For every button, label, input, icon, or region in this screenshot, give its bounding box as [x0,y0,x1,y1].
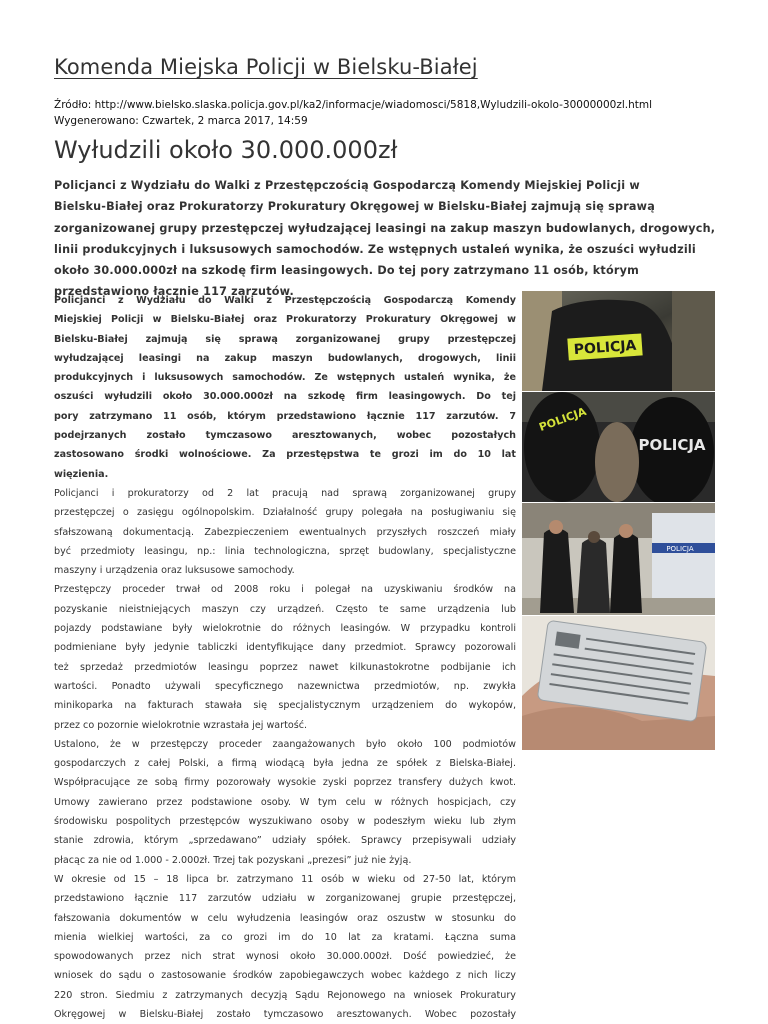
article-title: Wyłudzili około 30.000.000zł [54,136,398,164]
body-line: Policjanci z Wydziału do Walki z Przestępczością Gospodarczą Komendy [54,295,516,306]
body-line: przestępczej o zasięgu ogólnopolskim. Działalność grupy polegała na posługiwaniu się [54,507,516,519]
body-line: Ustalono, że w przestępczy proceder zaangażowanych było około 100 podmiotów [54,738,516,750]
vest-label-back: POLICJA [638,436,706,454]
site-title: Komenda Miejska Policji w Bielsku-Białej [54,55,478,79]
body-line: mienia wielkiej wartości, za co grozi im do 10 lat za kratami. Łączna suma [54,931,516,943]
document-meta [54,97,652,129]
generated-line: Wygenerowano: Czwartek, 2 marca 2017, 14:59 [54,115,308,127]
body-line: Miejskiej Policji w Bielsku-Białej oraz Prokuratorzy Prokuratury Okręgowej w [54,314,516,326]
lead-line: przedstawiono łącznie 117 zarzutów. [54,285,294,299]
body-line: pojazdy podstawiane były wielokrotnie do różnych leasingów. W przypadku kontroli [54,623,516,635]
body-line: pozyskanie nieistniejących maszyn czy urządzeń. Często te same urządzenia lub [54,603,516,615]
body-line: więzienia. [54,468,109,480]
body-line: fałszowania dokumentów w celu wyłudzenia leasingów oraz oszustw w stosunku do [54,912,516,924]
body-line: spowodowanych przez nich strat wynosi około 30.000.000zł. Dość powiedzieć, że [54,951,516,963]
body-line: stanie zdrowia, którym „sprzedawano” udziały spółek. Sprawcy przepisywali udziały [54,835,516,847]
lead-line: linii produkcyjnych i luksusowych samochodów. Ze wstępnych ustaleń wynika, że oszuści wyłudzili [54,242,696,256]
body-line: wyłudzającej leasingi na zakup maszyn budowlanych, drogowych, linii [54,352,516,364]
article-lead [54,175,716,303]
photo-officer-vest [522,291,715,391]
body-line: Współpracujące ze sobą firmy pozorowały wysokie zyski poprzez transfery dużych kwot. [54,777,516,789]
body-line: maszyny i urządzenia oraz luksusowe samochody. [54,565,295,577]
body-line: Umowy zawierano przez podstawione osoby. W tym celu w różnych hospicjach, czy [54,796,516,808]
body-line: Policjanci i prokuratorzy od 2 lat pracują nad sprawą zorganizowanej grupy [54,487,516,499]
body-line: sfałszowaną dokumentacją. Zabezpieczeniem ewentualnych przyszłych roszczeń miały [54,526,516,538]
body-line: Okręgowej w Bielsku-Białej zostało tymczasowo aresztowanych. Wobec pozostały [54,1008,516,1020]
body-line: produkcyjnych i luksusowych samochodów. Ze wstępnych ustaleń wynika, że [54,372,516,384]
body-line: podejrzanych zostało tymczasowo aresztowanych, wobec pozostałych [54,430,516,442]
vest-label-partial: POLICJA [537,404,588,434]
body-line: przedstawiono łącznie 117 zarzutów udziału w zorganizowanej grupie przestępczej, [54,893,516,905]
body-line: oszuści wyłudzili około 30.000.000zł na szkodę firm leasingowych. Do tej [54,391,516,403]
body-line: płacąc za nie od 1.000 - 2.000zł. Trzej tak pozyskani „prezesi” już nie żyją. [54,854,412,866]
body-line: zastosowano środki wolnościowe. Za przestępstwa te grozi im do 10 lat [54,449,516,461]
body-line: W okresie od 15 – 18 lipca br. zatrzymano 11 osób w wieku od 27-50 lat, którym [54,873,516,885]
body-line: wartości. Ponadto używali specyficznego nazewnictwa przedmiotów, np. zwykła [54,680,516,692]
body-line: też sprzedaż przedmiotów leasingu poprzez nawet kilkunastokrotne podbijanie ich [54,661,516,673]
article-body [54,291,516,1024]
lead-line: zorganizowanej grupy przestępczej wyłudzającej leasingi na zakup maszyn budowlanych, drogowych, [54,221,716,235]
body-line: podmieniane były jedynie tabliczki identyfikujące dany przedmiot. Sprawcy pozorowali [54,642,516,654]
van-label: POLICJA [666,545,694,553]
lead-line: Bielsku-Białej oraz Prokuratorzy Prokuratury Okręgowej w Bielsku-Białej zajmują się sprawą [54,200,655,214]
source-line: Źródło: http://www.bielsko.slaska.policja.gov.pl/ka2/informacje/wiadomosci/5818,Wyludzili-okolo-30000000zl.html [54,99,653,111]
body-line: gospodarczych z całej Polski, a firmą wiodącą była jedna ze spółek z Bielska-Białej. [54,758,516,770]
body-line: być przedmioty leasingu, np.: linia technologiczna, sprzęt budowlany, specjalistyczne [54,545,516,557]
vest-label: POLICJA [573,337,637,359]
body-line: wniosek do sądu o zastosowanie środków zapobiegawczych wobec każdego z nich liczy [54,970,516,982]
body-line: 220 stron. Siedmiu z zatrzymanych decyzją Sądu Rejonowego na wniosek Prokuratury [54,989,516,1001]
body-line: Przestępczy proceder trwał od 2008 roku i polegał na uzyskiwaniu środków na [54,584,516,596]
body-line: przez co pozornie wielokrotnie wzrastała jej wartość. [54,719,308,731]
lead-line: Policjanci z Wydziału do Walki z Przestępczością Gospodarczą Komendy Miejskiej Policji w [54,179,640,192]
photo-officers-group [522,392,715,502]
photo-id-plate [522,616,715,750]
body-line: Bielsku-Białej zajmują się sprawą zorganizowanej grupy przestępczej [54,333,516,345]
body-line: środowisku pospolitych przestępców wyszukiwano osoby w podeszłym wieku lub złym [54,816,516,828]
body-line: pory zatrzymano 11 osób, którym przedstawiono łącznie 117 zarzutów. 7 [54,410,516,422]
photo-escort-van [522,503,715,615]
lead-line: około 30.000.000zł na szkodę firm leasingowych. Do tej pory zatrzymano 11 osób, którym [54,264,639,278]
body-line: minikoparka na fakturach stawała się specjalistycznym urządzeniem do wykopów, [54,700,516,712]
